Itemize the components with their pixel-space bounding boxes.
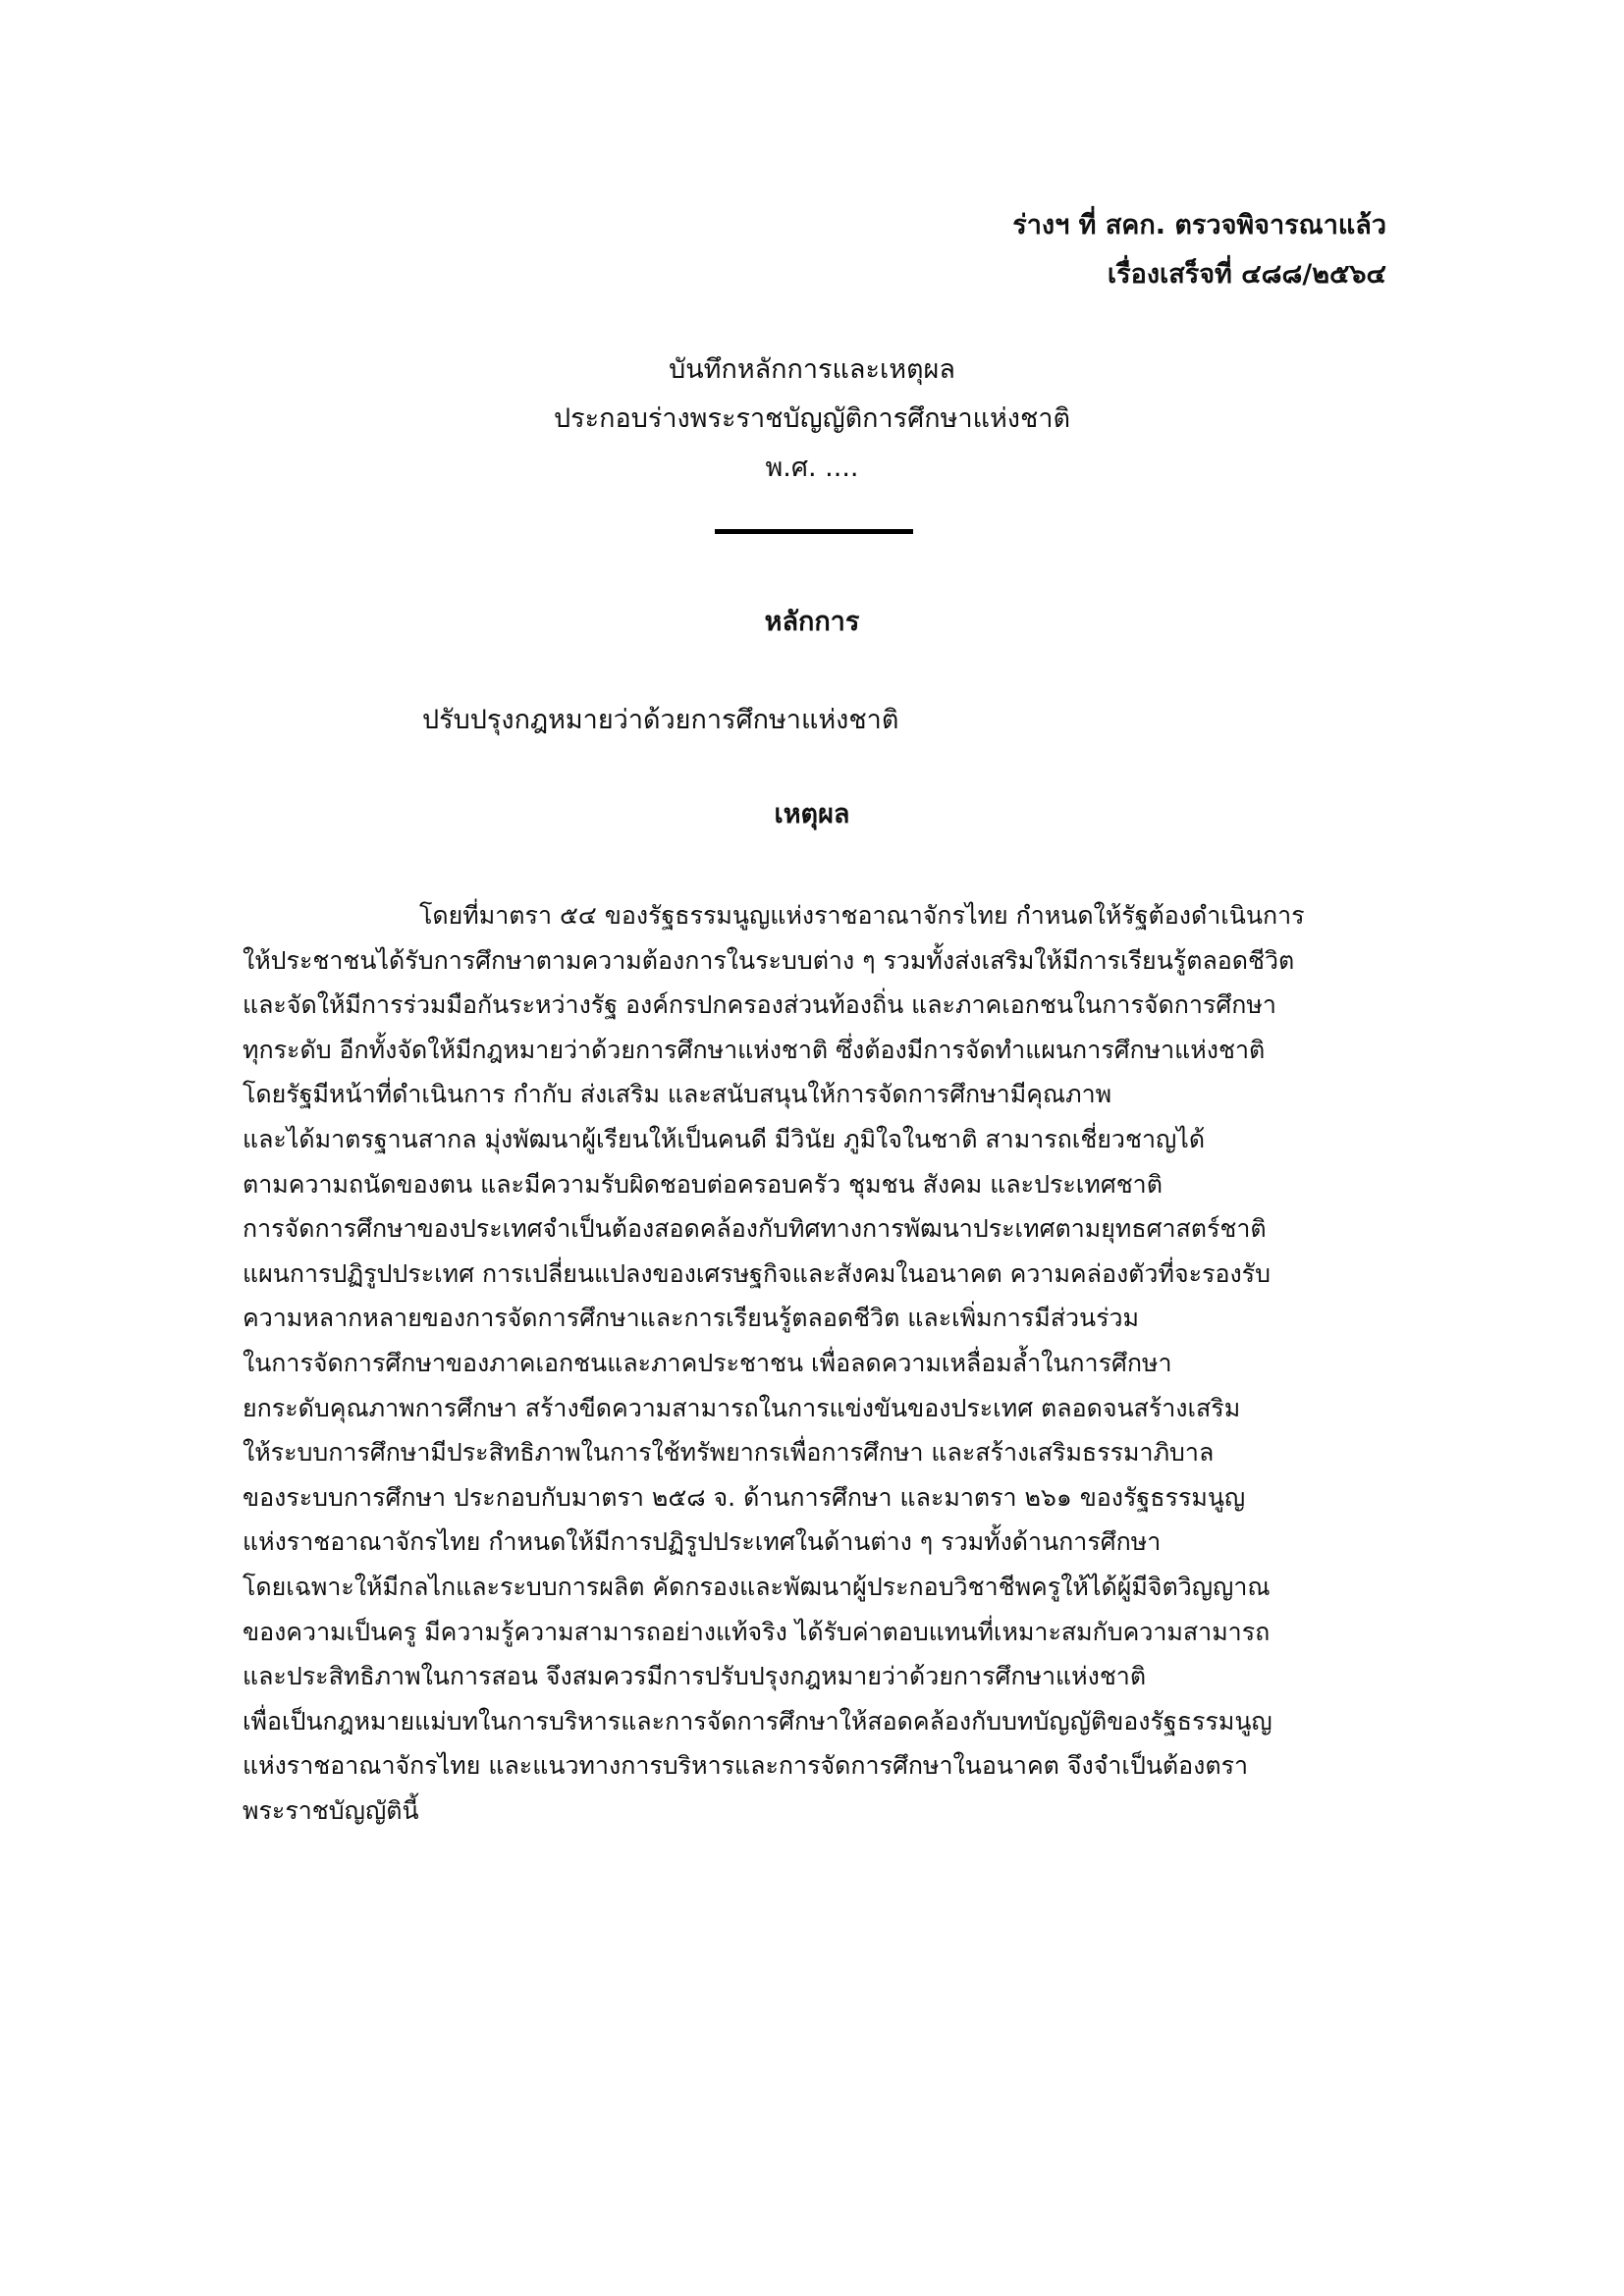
reasons-line: ของความเป็นครู มีความรู้ความสามารถอย่างแท้จริง ได้รับค่าตอบแทนที่เหมาะสมกับความสามารถ bbox=[243, 1617, 1271, 1646]
principle-heading: หลักการ bbox=[764, 607, 860, 637]
reasons-line: แห่งราชอาณาจักรไทย และแนวทางการบริหารและการจัดการศึกษาในอนาคต จึงจำเป็นต้องตรา bbox=[243, 1751, 1249, 1781]
reasons-line: ความหลากหลายของการจัดการศึกษาและการเรียนรู้ตลอดชีวิต และเพิ่มการมีส่วนร่วม bbox=[243, 1304, 1140, 1333]
reasons-line: ให้ประชาชนได้รับการศึกษาตามความต้องการในระบบต่าง ๆ รวมทั้งส่งเสริมให้มีการเรียนรู้ตลอดชีวิต bbox=[243, 945, 1295, 975]
reasons-line: และจัดให้มีการร่วมมือกันระหว่างรัฐ องค์กรปกครองส่วนท้องถิ่น และภาคเอกชนในการจัดการศึกษา bbox=[243, 990, 1276, 1020]
reasons-line: ในการจัดการศึกษาของภาคเอกชนและภาคประชาชน เพื่อลดความเหลื่อมล้ำในการศึกษา bbox=[243, 1348, 1172, 1377]
review-note-line-1: ร่างฯ ที่ สคก. ตรวจพิจารณาแล้ว bbox=[1012, 210, 1386, 240]
reasons-line: ยกระดับคุณภาพการศึกษา สร้างขีดความสามารถในการแข่งขันของประเทศ ตลอดจนสร้างเสริม bbox=[243, 1393, 1241, 1422]
reasons-line: โดยที่มาตรา ๕๔ ของรัฐธรรมนูญแห่งราชอาณาจักรไทย กำหนดให้รัฐต้องดำเนินการ bbox=[419, 901, 1305, 930]
reasons-line: การจัดการศึกษาของประเทศจำเป็นต้องสอดคล้องกับทิศทางการพัฒนาประเทศตามยุทธศาสตร์ชาติ bbox=[243, 1214, 1267, 1244]
title-line-3: พ.ศ. .... bbox=[765, 453, 859, 483]
reasons-line: แห่งราชอาณาจักรไทย กำหนดให้มีการปฏิรูปประเทศในด้านต่าง ๆ รวมทั้งด้านการศึกษา bbox=[243, 1527, 1162, 1557]
title-line-2: ประกอบร่างพระราชบัญญัติการศึกษาแห่งชาติ bbox=[553, 403, 1071, 434]
title-divider bbox=[715, 529, 913, 534]
document-title bbox=[0, 346, 1624, 493]
reasons-line: ให้ระบบการศึกษามีประสิทธิภาพในการใช้ทรัพยากรเพื่อการศึกษา และสร้างเสริมธรรมาภิบาล bbox=[243, 1438, 1215, 1468]
review-note bbox=[1012, 201, 1386, 299]
reasons-line: ทุกระดับ อีกทั้งจัดให้มีกฎหมายว่าด้วยการศึกษาแห่งชาติ ซึ่งต้องมีการจัดทำแผนการศึกษาแห่งชาติ bbox=[243, 1035, 1266, 1064]
reasons-line: ของระบบการศึกษา ประกอบกับมาตรา ๒๕๘ จ. ด้านการศึกษา และมาตรา ๒๖๑ ของรัฐธรรมนูญ bbox=[243, 1482, 1246, 1512]
reasons-body bbox=[243, 893, 1381, 1833]
reasons-line: โดยรัฐมีหน้าที่ดำเนินการ กำกับ ส่งเสริม และสนับสนุนให้การจัดการศึกษามีคุณภาพ bbox=[243, 1080, 1112, 1109]
reasons-line: แผนการปฏิรูปประเทศ การเปลี่ยนแปลงของเศรษฐกิจและสังคมในอนาคต ความคล่องตัวที่จะรองรับ bbox=[243, 1258, 1271, 1288]
review-note-line-2: เรื่องเสร็จที่ ๔๘๘/๒๕๖๔ bbox=[1107, 259, 1386, 290]
reasons-line: และประสิทธิภาพในการสอน จึงสมควรมีการปรับปรุงกฎหมายว่าด้วยการศึกษาแห่งชาติ bbox=[243, 1662, 1147, 1691]
reasons-heading: เหตุผล bbox=[774, 799, 850, 829]
title-line-1: บันทึกหลักการและเหตุผล bbox=[669, 354, 955, 385]
reasons-line: เพื่อเป็นกฎหมายแม่บทในการบริหารและการจัดการศึกษาให้สอดคล้องกับบทบัญญัติของรัฐธรรมนูญ bbox=[243, 1706, 1272, 1735]
reasons-line: และได้มาตรฐานสากล มุ่งพัฒนาผู้เรียนให้เป็นคนดี มีวินัย ภูมิใจในชาติ สามารถเชี่ยวชาญได้ bbox=[243, 1124, 1206, 1153]
reasons-line: โดยเฉพาะให้มีกลไกและระบบการผลิต คัดกรองและพัฒนาผู้ประกอบวิชาชีพครูให้ได้ผู้มีจิตวิญญาณ bbox=[243, 1572, 1271, 1601]
principle-text: ปรับปรุงกฎหมายว่าด้วยการศึกษาแห่งชาติ bbox=[422, 705, 899, 735]
reasons-line: พระราชบัญญัตินี้ bbox=[243, 1795, 419, 1825]
reasons-line: ตามความถนัดของตน และมีความรับผิดชอบต่อครอบครัว ชุมชน สังคม และประเทศชาติ bbox=[243, 1169, 1163, 1199]
